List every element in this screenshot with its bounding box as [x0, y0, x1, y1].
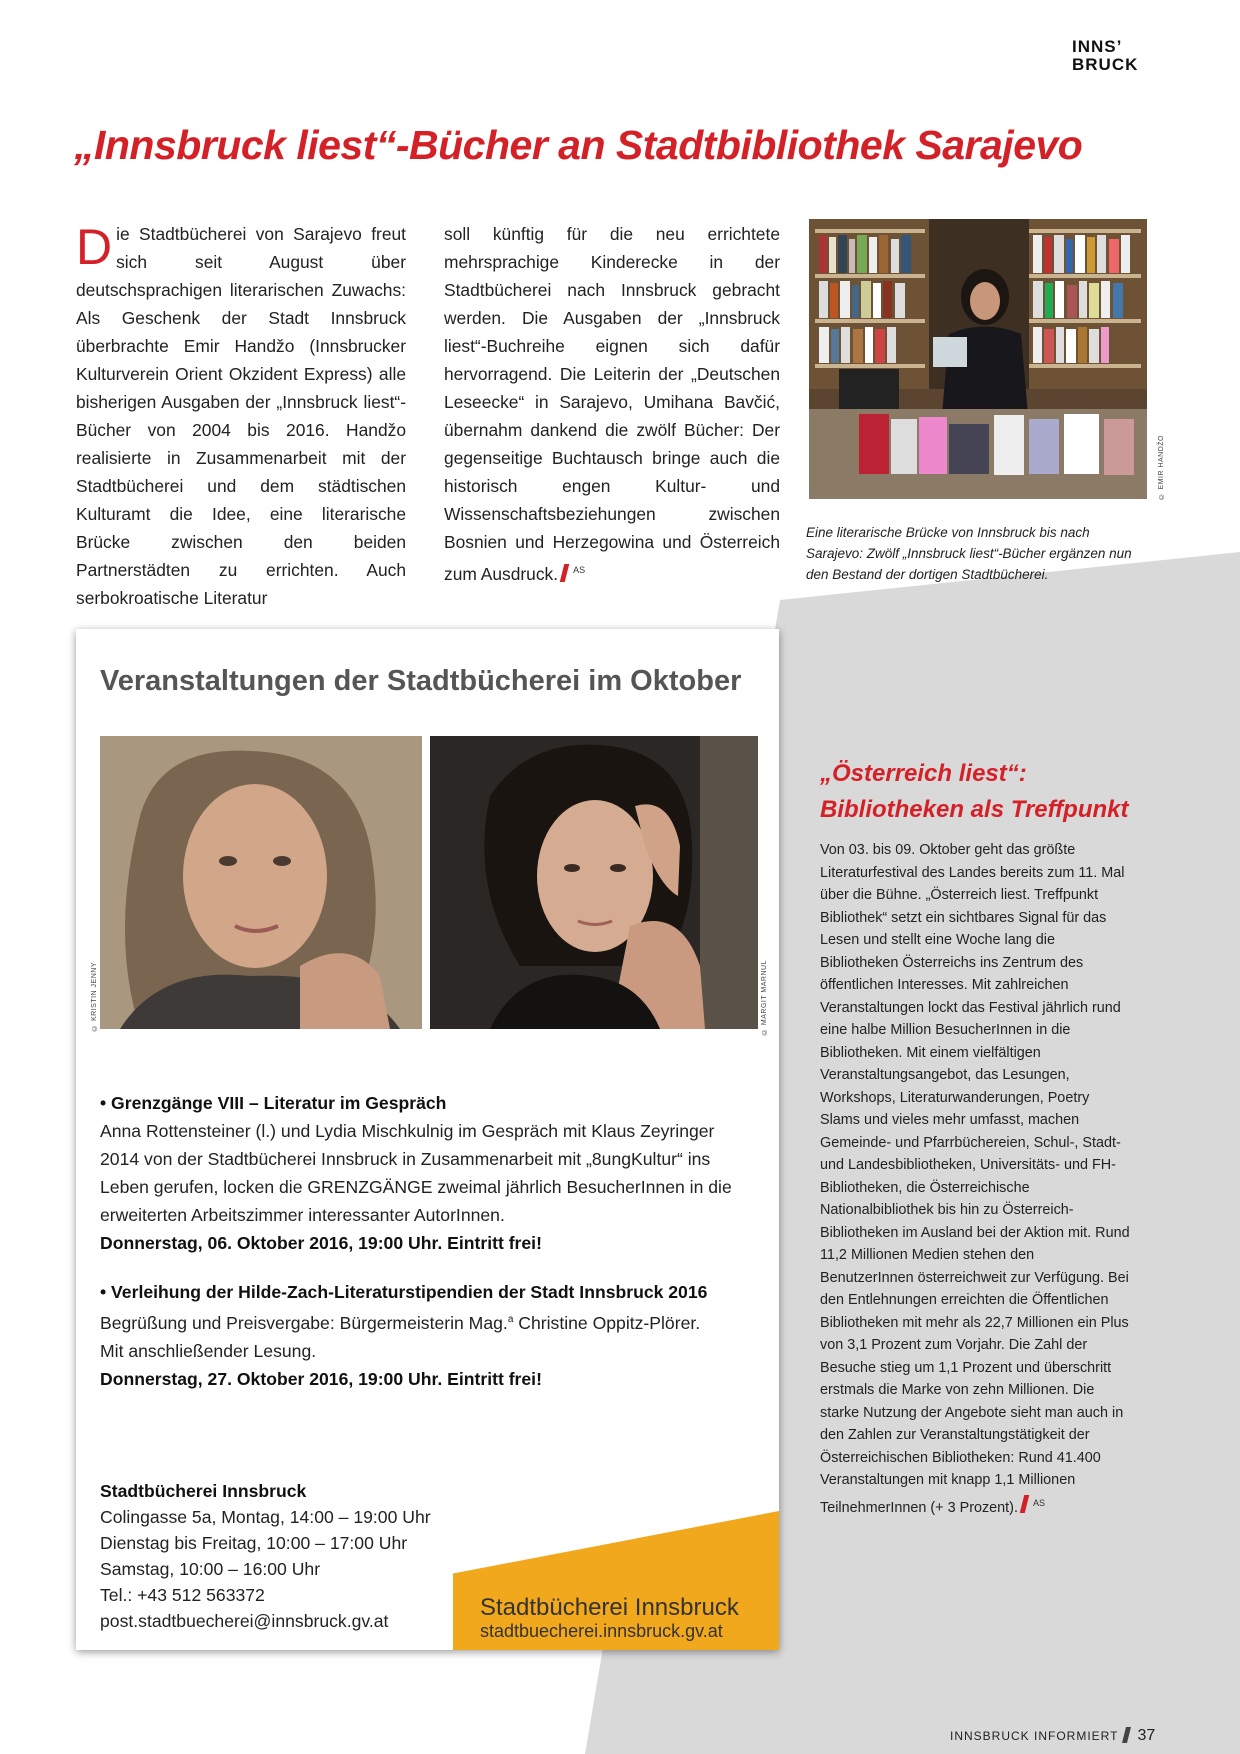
- contact-line: Samstag, 10:00 – 16:00 Uhr: [100, 1559, 321, 1579]
- author-initials: AS: [1032, 1497, 1045, 1508]
- event-1-line: 2014 von der Stadtbücherei Innsbruck in Zusammenarbeit mit „8ungKultur“ ins: [100, 1149, 711, 1169]
- portrait-photo-right: [430, 736, 758, 1029]
- event-1-line: erweiterten Arbeitszimmer interessanter AutorInnen.: [100, 1205, 505, 1225]
- author-initials: AS: [573, 565, 586, 575]
- photo-credit: © EMIR HANDŽO: [1158, 435, 1165, 500]
- innsbruck-logo: INNS’ BRUCK: [1072, 37, 1139, 74]
- event-2-line: Mit anschließender Lesung.: [100, 1340, 317, 1361]
- contact-email[interactable]: post.stadtbuecherei@innsbruck.gv.at: [100, 1611, 389, 1631]
- page-footer: [950, 1727, 1155, 1745]
- contact-line: Colingasse 5a, Montag, 14:00 – 19:00 Uhr: [100, 1507, 431, 1527]
- event-2-date: Donnerstag, 27. Oktober 2016, 19:00 Uhr. Eintritt frei!: [100, 1368, 542, 1389]
- article-title: „Innsbruck liest“-Bücher an Stadtbibliothek Sarajevo: [74, 122, 1083, 168]
- portrait-photo-left: [100, 736, 422, 1029]
- banner-url[interactable]: stadtbuecherei.innsbruck.gv.at: [480, 1621, 723, 1641]
- contact-line: Dienstag bis Freitag, 10:00 – 17:00 Uhr: [100, 1533, 408, 1553]
- sidebar-title: „Österreich liest“: Bibliotheken als Treffpunkt: [820, 760, 1129, 823]
- banner-name: Stadtbücherei Innsbruck: [480, 1594, 739, 1621]
- event-1-line: Leben gerufen, locken die GRENZGÄNGE zweimal jährlich BesucherInnen in die: [100, 1177, 732, 1197]
- event-1: [100, 1089, 760, 1257]
- end-mark-icon: [1020, 1495, 1029, 1513]
- dropcap: D: [76, 219, 113, 275]
- article-column-1: Die Stadtbücherei von Sarajevo freut sich seit August über deutschsprachigen literarischen Zuwachs: Als Geschenk der Stadt Innsbruck überbrachte Emir Handžo (Innsbrucker Kulturverein Orient Okzident Express) alle bisherigen Ausgaben der „Innsbruck liest“-Bücher von 2004 bis 2016. Handžo realisierte in Zusammenarbeit mit der Stadtbücherei und dem städtischen Kulturamt die Idee, eine literarische Brücke zwischen den beiden Partnerstädten zu errichten. Auch serbokroatische Literatur: [76, 219, 406, 608]
- events-title: Veranstaltungen der Stadtbücherei im Oktober: [100, 665, 742, 697]
- sidebar-body: Von 03. bis 09. Oktober geht das größte Literaturfestival des Landes bereits zum 11. Mal über die Bühne. „Österreich liest. Treffpunkt Bibliothek“ setzt ein sichtbares Signal für das Lesen und stellt eine Woche lang die Bibliotheken Österreichs ins Zentrum des öffentlichen Interesses. Mit zahlreichen Veranstaltungen lockt das Festival jährlich rund eine halbe Million BesucherInnen in die Bibliotheken. Mit einem vielfältigen Veranstaltungsangebot, das Lesungen, Workshops, Literaturwanderungen, Poetry Slams und vieles mehr umfasst, machen Gemeinde- und Pfarrbüchereien, Schul-, Stadt- und Landesbibliotheken, Universitäts- und FH-Bibliotheken, die Österreichische Nationalbibliothek bis hin zu Österreich-Bibliotheken im Ausland bei der Aktion mit. Rund 11,2 Millionen Medien stehen den BenutzerInnen österreichweit zur Verfügung. Bei den Entlehnungen erreichten die Öffentlichen Bibliotheken mit mehr als 22,7 Millionen ein Plus von 3,1 Prozent zum Vorjahr. Die Zahl der Besuche stieg um 1,1 Prozent und überschritt erstmals die Marke von zehn Millionen. Die starke Nutzung der Angebote sieht man auch in den Zahlen zur Veranstaltungstätigkeit der Österreichischen Bibliotheken: Rund 41.400 Veranstaltungen mit knapp 1,1 Millionen TeilnehmerInnen (+ 3 Prozent). $^{AS}$: [820, 842, 1130, 1516]
- end-mark-icon: [560, 564, 569, 582]
- event-2-line: Begrüßung und Preisvergabe: Bürgermeisterin Mag.$^a$ Christine Oppitz-Plörer.: [100, 1312, 701, 1333]
- photo-credit-right: © MARGIT MARNUL: [761, 960, 768, 1036]
- contact-name: Stadtbücherei Innsbruck: [100, 1481, 307, 1501]
- footer-label: INNSBRUCK INFORMIERT: [950, 1729, 1119, 1743]
- event-1-title: • Grenzgänge VIII – Literatur im Gespräch: [100, 1093, 447, 1113]
- footer-slash-icon: [1122, 1727, 1131, 1743]
- event-1-date: Donnerstag, 06. Oktober 2016, 19:00 Uhr. Eintritt frei!: [100, 1233, 542, 1253]
- photo-caption: Eine literarische Brücke von Innsbruck bis nach Sarajevo: Zwölf „Innsbruck liest“-Bücher ergänzen nun den Bestand der dortigen Stadtbücherei.: [806, 525, 1132, 582]
- contact-phone: Tel.: +43 512 563372: [100, 1585, 265, 1605]
- event-2: [100, 1278, 760, 1393]
- library-photo: [809, 219, 1147, 499]
- event-1-line: Anna Rottensteiner (l.) und Lydia Mischkulnig im Gespräch mit Klaus Zeyringer: [100, 1121, 715, 1141]
- event-2-title: • Verleihung der Hilde-Zach-Literaturstipendien der Stadt Innsbruck 2016: [100, 1282, 708, 1302]
- photo-credit-left: © KRISTIN JENNY: [91, 962, 98, 1031]
- library-banner-text: [480, 1594, 739, 1642]
- page-number: 37: [1137, 1727, 1156, 1744]
- article-column-2: soll künftig für die neu errichtete mehrsprachige Kinderecke in der Stadtbücherei nach Innsbruck gebracht werden. Die Ausgaben der „Innsbruck liest“-Buchreihe eignen sich dafür hervorragend. Die Leiterin der „Deutschen Leseecke“ in Sarajevo, Umihana Bavčić, übernahm dankend die zwölf Bücher: Der gegenseitige Buchtausch bringe auch die historisch engen Kultur- und Wissenschaftsbeziehungen zwischen Bosnien und Herzegowina und Österreich zum Ausdruck. $^{AS}$: [444, 224, 780, 584]
